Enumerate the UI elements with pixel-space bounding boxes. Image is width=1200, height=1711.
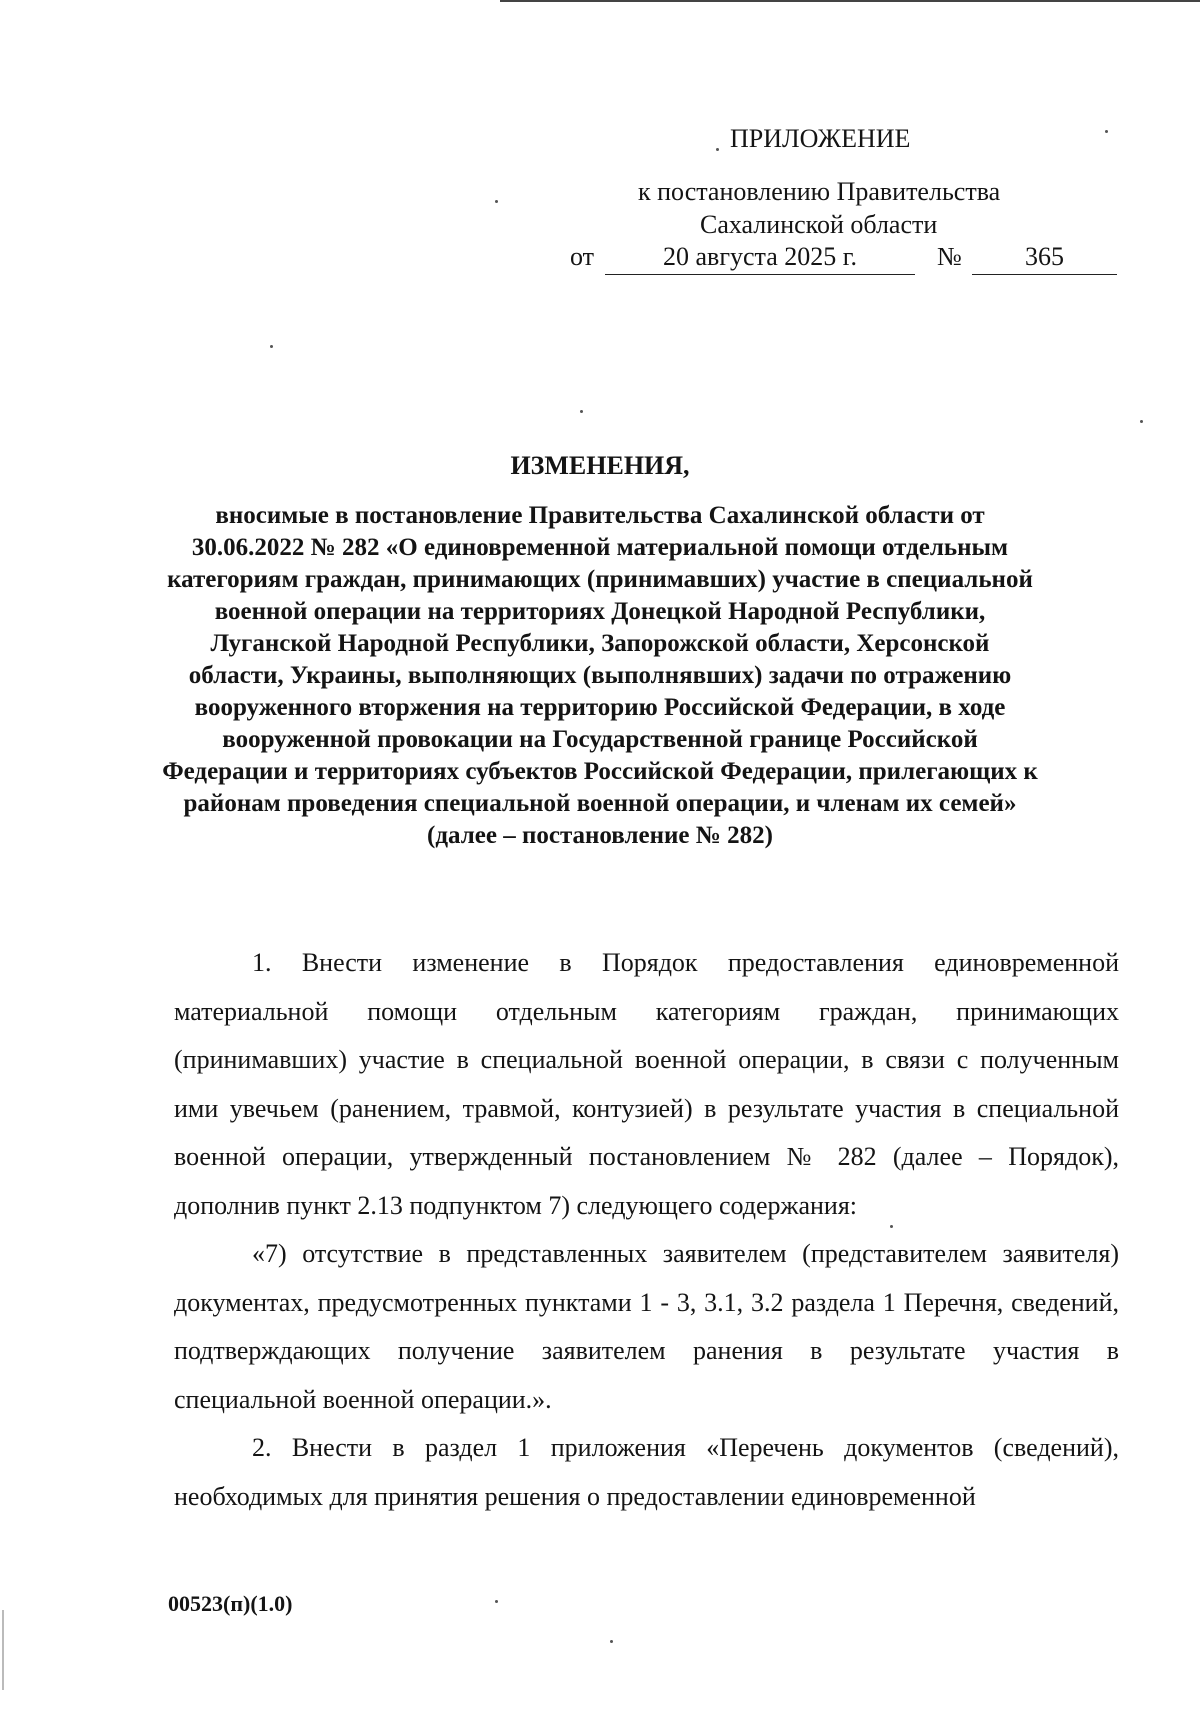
scan-speck bbox=[495, 1600, 498, 1603]
scan-speck bbox=[495, 200, 498, 203]
scan-speck bbox=[1105, 130, 1108, 133]
form-code: 00523(п)(1.0) bbox=[168, 1591, 293, 1616]
scan-top-edge bbox=[500, 0, 1200, 2]
paragraph-1: 1. Внести изменение в Порядок предоставления единовременной материальной помощи отдельным категориям граждан, принимающих (принимавших) участие в специальной военной операции, в связи с полученным ими увечьем (ранением, травмой, контузией) в результате участия в специальной военной операции, утвержденный постановлением № 282 (далее – Порядок), дополнив пункт 2.13 подпунктом 7) следующего содержания: bbox=[174, 948, 1119, 1220]
scan-speck bbox=[1140, 420, 1143, 423]
appendix-reference-line1: к постановлению Правительства bbox=[638, 177, 1001, 206]
scan-speck bbox=[610, 1640, 613, 1643]
date-prefix: от bbox=[570, 242, 595, 271]
number-prefix: № bbox=[937, 242, 962, 271]
paragraph-2: «7) отсутствие в представленных заявителем (представителем заявителя) документах, предусмотренных пунктами 1 - 3, 3.1, 3.2 раздела 1 Перечня, сведений, подтверждающих получение заявителем ранения в результате участия в специальной военной операции.». bbox=[174, 1239, 1119, 1414]
document-body bbox=[174, 939, 1119, 1521]
scan-left-edge bbox=[2, 1610, 4, 1690]
scan-speck bbox=[580, 410, 583, 413]
scan-speck bbox=[270, 345, 273, 348]
scan-speck bbox=[716, 148, 719, 151]
document-subtitle: вносимые в постановление Правительства Сахалинской области от 30.06.2022 № 282 «О единовременной материальной помощи отдельным категориям граждан, принимающих (принимавших) участие в специальной военной операции на территориях Донецкой Народной Республики, Луганской Народной Республики, Запорожской области, Херсонской области, Украины, выполняющих (выполнявших) задачи по отражению вооруженного вторжения на территорию Российской Федерации, в ходе вооруженной провокации на Государственной границе Российской Федерации и территориях субъектов Российской Федерации, прилегающих к районам проведения специальной военной операции, и членам их семей» (далее – постановление № 282) bbox=[162, 502, 1038, 849]
appendix-reference-line2: Сахалинской области bbox=[700, 210, 938, 239]
resolution-number: 365 bbox=[972, 240, 1117, 275]
paragraph-3: 2. Внести в раздел 1 приложения «Перечень документов (сведений), необходимых для принятия решения о предоставлении единовременной bbox=[174, 1433, 1119, 1511]
scan-speck bbox=[890, 1225, 893, 1228]
resolution-date: 20 августа 2025 г. bbox=[605, 240, 915, 275]
document-title: ИЗМЕНЕНИЯ, bbox=[510, 451, 690, 480]
appendix-title: ПРИЛОЖЕНИЕ bbox=[730, 124, 911, 153]
